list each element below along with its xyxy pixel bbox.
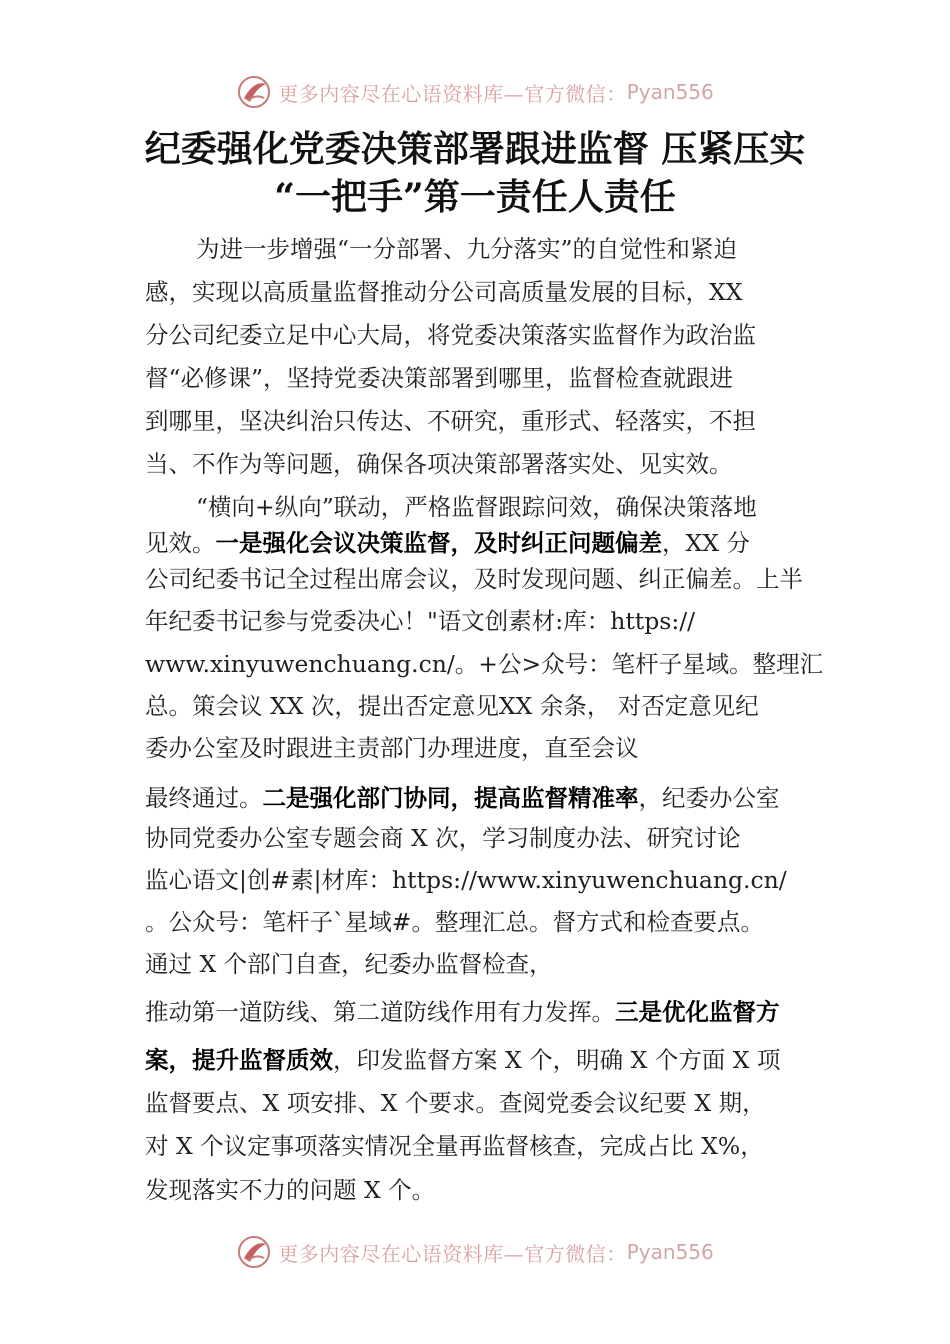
document-title-line-1: 纪委强化党委决策部署跟进监督 压紧压实: [144, 128, 806, 170]
paragraph-2-line: www.xinyuwenchuang.cn/。+公>众号：笔杆子星域。整理汇: [145, 650, 824, 678]
paragraph-3-line: 监心语文|创#素|材库：https://www.xinyuwenchuang.cn/: [145, 866, 787, 894]
paragraph-1-line: 分公司纪委立足中心大局，将党委决策落实监督作为政治监: [145, 321, 756, 349]
paragraph-2-line: 公司纪委书记全过程出席会议，及时发现问题、纠正偏差。上半: [145, 565, 803, 593]
key-point-1: 一是强化会议决策监督，及时纠正问题偏差: [215, 529, 662, 557]
key-point-3: 三是优化监督方: [615, 998, 780, 1026]
paragraph-2-line: “横向+纵向”联动，严格监督跟踪问效，确保决策落地: [196, 493, 757, 521]
paragraph-1-line: 为进一步增强“一分部署、九分落实”的自觉性和紧迫: [196, 235, 738, 263]
paragraph-1-line: 督“必修课”，坚持党委决策部署到哪里，监督检查就跟进: [145, 364, 734, 392]
footer-watermark-text: 更多内容尽在心语资料库—官方微信：: [278, 1241, 627, 1266]
brand-logo-icon: [236, 1234, 272, 1270]
paragraph-2-line: 总。策会议 XX 次，提出否定意见XX 余条， 对否定意见纪: [145, 692, 759, 720]
paragraph-4-line: [145, 993, 825, 1027]
paragraph-1-line: 感，实现以高质量监督推动分公司高质量发展的目标，XX: [145, 278, 743, 306]
paragraph-3-line: 通过 X 个部门自查，纪委办监督检查，: [145, 950, 553, 978]
footer-watermark-id: Pyan556: [626, 1240, 714, 1264]
paragraph-1-line: 当、不作为等问题，确保各项决策部署落实处、见实效。: [145, 450, 733, 478]
paragraph-4-line: [145, 1041, 825, 1075]
paragraph-2-text: ，XX 分: [662, 529, 750, 557]
paragraph-4-line: 监督要点、X 项安排、X 个要求。查阅党委会议纪要 X 期，: [145, 1089, 766, 1117]
header-watermark-id: Pyan556: [626, 80, 714, 104]
paragraph-2-line: [145, 524, 825, 558]
paragraph-2-text: 见效。: [145, 529, 216, 557]
footer-watermark: [0, 1232, 950, 1272]
paragraph-2-line: 委办公室及时跟进主责部门办理进度，直至会议: [145, 734, 639, 762]
paragraph-4-text: 推动第一道防线、第二道防线作用有力发挥。: [145, 998, 615, 1026]
paragraph-4-text: ，印发监督方案 X 个，明确 X 个方面 X 项: [333, 1046, 781, 1074]
paragraph-4-line: 对 X 个议定事项落实情况全量再监督核查，完成占比 X%，: [145, 1132, 764, 1160]
paragraph-3-line: 。公众号：笔杆子`星域#。整理汇总。督方式和检查要点。: [145, 908, 764, 936]
paragraph-3-text: 最终通过。: [145, 784, 263, 812]
header-watermark: [0, 72, 950, 112]
paragraph-2-line: 年纪委书记参与党委决心！"语文创素材:库：https://: [145, 607, 696, 635]
paragraph-3-line: 协同党委办公室专题会商 X 次，学习制度办法、研究讨论: [145, 824, 741, 852]
paragraph-3-text: ，纪委办公室: [638, 784, 780, 812]
document-title-line-2: “一把手”第一责任人责任: [274, 176, 676, 218]
key-point-3-cont: 案，提升监督质效: [145, 1046, 333, 1074]
brand-logo-icon: [236, 74, 272, 110]
paragraph-4-line: 发现落实不力的问题 X 个。: [145, 1176, 436, 1204]
paragraph-3-line: [145, 779, 825, 813]
paragraph-1-line: 到哪里，坚决纠治只传达、不研究，重形式、轻落实，不担: [145, 407, 756, 435]
key-point-2: 二是强化部门协同，提高监督精准率: [262, 784, 639, 812]
header-watermark-text: 更多内容尽在心语资料库—官方微信：: [278, 81, 627, 106]
